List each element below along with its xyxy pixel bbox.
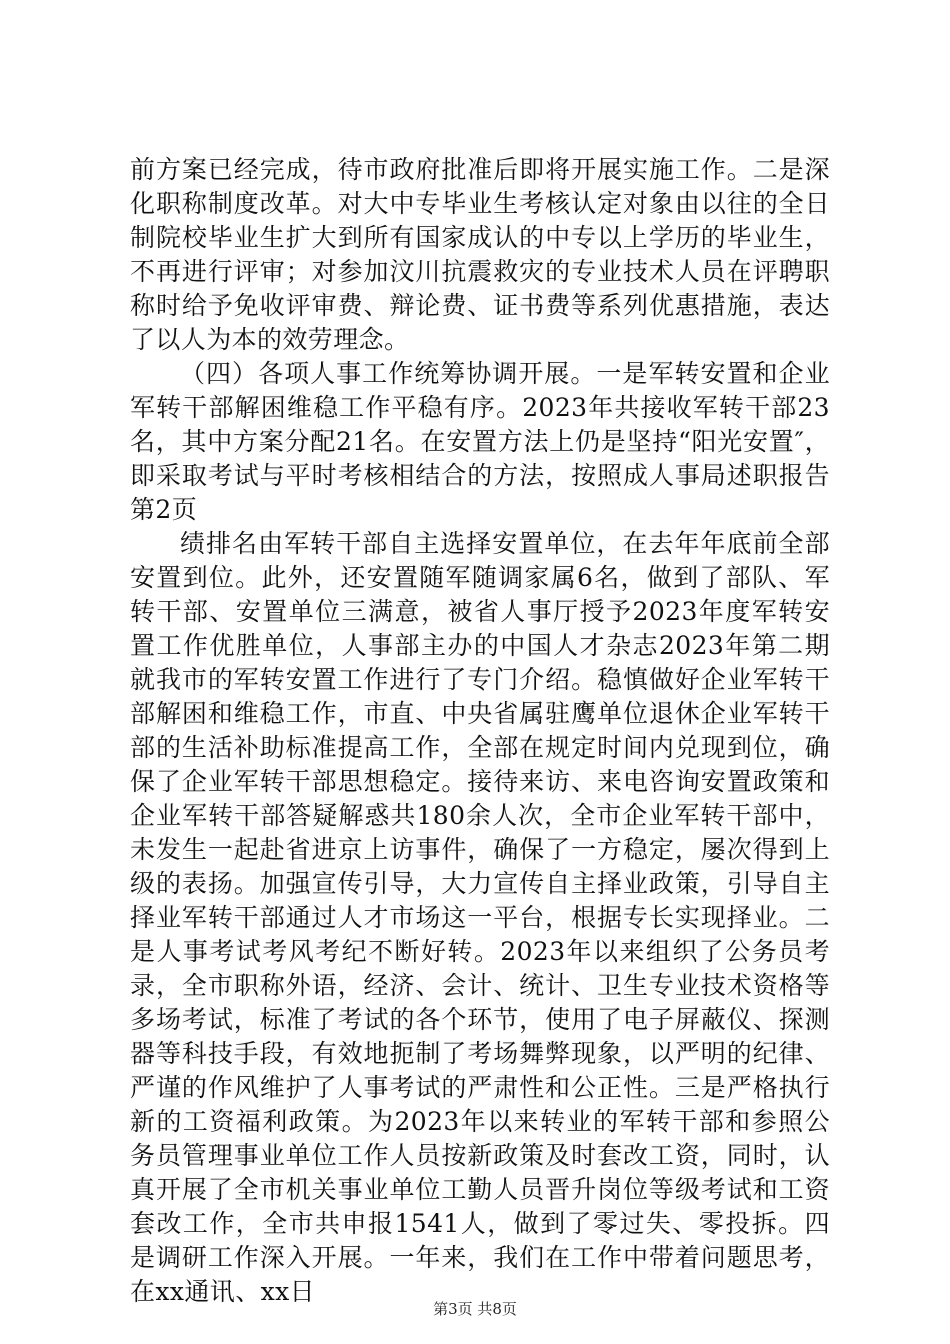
page-number-footer: 第3页 共8页 (433, 1300, 517, 1318)
paragraph-military-transfer: 绩排名由军转干部自主选择安置单位，在去年年底前全部安置到位。此外，还安置随军随调家属6名，做到了部队、军转干部、安置单位三满意，被省人事厅授予2023年度军转安置工作优胜单位，人事部主办的中国人才杂志2023年第二期就我市的军转安置工作进行了专门介绍。稳慎做好企业军转干部解困和维稳工作，市直、中央省属驻鹰单位退休企业军转干部的生活补助标准提高工作，全部在规定时间内兑现到位，确保了企业军转干部思想稳定。接待来访、来电咨询安置政策和企业军转干部答疑解惑共180余人次，全市企业军转干部中，未发生一起赴省进京上访事件，确保了一方稳定，屡次得到上级的表扬。加强宣传引导，大力宣传自主择业政策，引导自主择业军转干部通过人才市场这一平台，根据专长实现择业。二是人事考试考风考纪不断好转。2023年以来组织了公务员考录，全市职称外语，经济、会计、统计、卫生专业技术资格等多场考试，标准了考试的各个环节，使用了电子屏蔽仪、探测器等科技手段，有效地扼制了考场舞弊现象，以严明的纪律、严谨的作风维护了人事考试的严肃性和公正性。三是严格执行新的工资福利政策。为2023年以来转业的军转干部和参照公务员管理事业单位工作人员按新政策及时套改工资，同时，认真开展了全市机关事业单位工勤人员晋升岗位等级考试和工资套改工作，全市共申报1541人，做到了零过失、零投拆。四是调研工作深入开展。一年来，我们在工作中带着问题思考，在xx通讯、xx日 (130, 529, 830, 1306)
paragraph-continued: 前方案已经完成，待市政府批准后即将开展实施工作。二是深化职称制度改革。对大中专毕业生考核认定对象由以往的全日制院校毕业生扩大到所有国家成认的中专以上学历的毕业生，不再进行评审；对参加汶川抗震救灾的专业技术人员在评聘职称时给予免收评审费、辩论费、证书费等系列优惠措施，表达了以人为本的效劳理念。 (130, 155, 830, 354)
paragraph-section-four: （四）各项人事工作统筹协调开展。一是军转安置和企业军转干部解困维稳工作平稳有序。2023年共接收军转干部23名，其中方案分配21名。在安置方法上仍是坚持“阳光安置″，即采取考试与平时考核相结合的方法，按照成人事局述职报告第2页 (130, 359, 830, 524)
document-body (130, 153, 830, 1309)
